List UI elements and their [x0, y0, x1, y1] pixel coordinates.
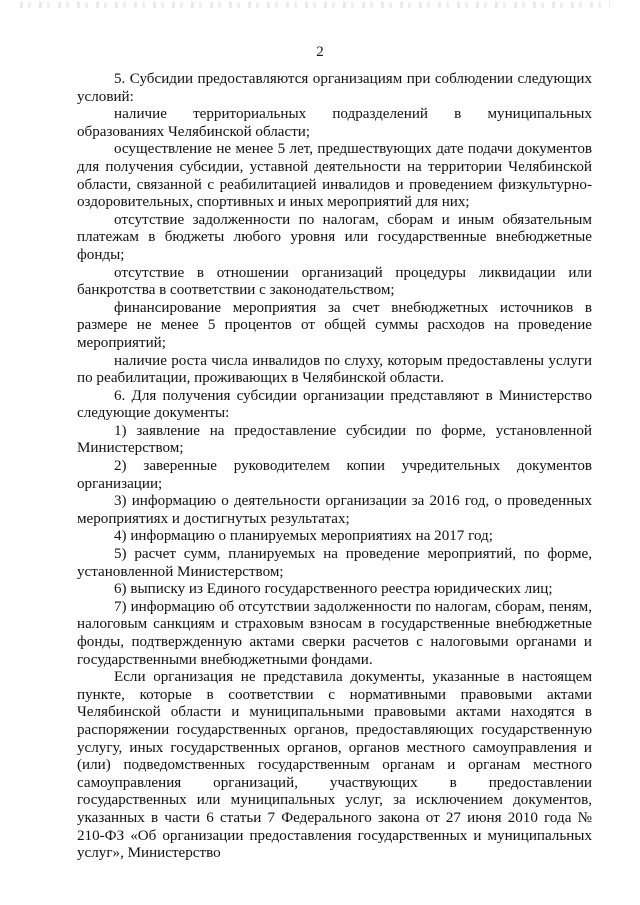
paragraph-clause-5: 5. Субсидии предоставляются организациям при соблюдении следующих условий:: [77, 71, 592, 105]
paragraph-document-4: 4) информацию о планируемых мероприятиях на 2017 год;: [114, 528, 493, 545]
paragraph-condition-growth: наличие роста числа инвалидов по слуху, которым предоставлены услуги по реабилитации, проживающих в Челябинской области.: [77, 352, 592, 387]
document-body: [77, 71, 592, 863]
paragraph-condition-activity: осуществление не менее 5 лет, предшествующих дате подачи документов для получения субсидии, уставной деятельности на территории Челябинской области, связанной с реабилитацией инвалидов и проведением физкультурно-оздоровительных, спортивных и иных мероприятий для них;: [77, 141, 592, 211]
paragraph-document-2: 2) заверенные руководителем копии учредительных документов организации;: [77, 458, 592, 492]
paragraph-document-5: 5) расчет сумм, планируемых на проведение мероприятий, по форме, установленной Министерством;: [77, 546, 592, 580]
paragraph-document-1: 1) заявление на предоставление субсидии по форме, установленной Министерством;: [77, 422, 592, 457]
paragraph-condition-financing: финансирование мероприятия за счет внебюджетных источников в размере не менее 5 процентов от общей суммы расходов на проведение мероприятий;: [77, 299, 592, 351]
paragraph-clause-6: 6. Для получения субсидии организации представляют в Министерство следующие документы:: [77, 387, 592, 422]
page-number: 2: [316, 44, 324, 60]
paragraph-document-3: 3) информацию о деятельности организации за 2016 год, о проведенных мероприятиях и достигнутых результатах;: [77, 493, 592, 527]
paragraph-document-7: 7) информацию об отсутствии задолженности по налогам, сборам, пеням, налоговым санкциям и страховым взносам в государственные внебюджетные фонды, подтвержденную актами сверки расчетов с налоговыми органами и государственными внебюджетными фондами.: [77, 598, 592, 668]
paragraph-condition-no-liquidation: отсутствие в отношении организаций процедуры ликвидации или банкротства в соответствии с законодательством;: [77, 264, 592, 299]
scan-header-artifact: [20, 2, 610, 8]
paragraph-document-6: 6) выписку из Единого государственного реестра юридических лиц;: [114, 581, 553, 598]
paragraph-missing-documents: Если организация не представила документы, указанные в настоящем пункте, которые в соответствии с нормативными правовыми актами Челябинской области и муниципальными правовыми актами находятся в распоряжении государственных органов, предоставляющих государственную услугу, иных государственных органов, органов местного самоуправления и (или) подведомственных государственным органам и органам местного самоуправления организаций, участвующих в предоставлении государственных или муниципальных услуг, за исключением документов, указанных в части 6 статьи 7 Федерального закона от 27 июня 2010 года № 210-ФЗ «Об организации предоставления государственных и муниципальных услуг», Министерство: [77, 669, 592, 862]
paragraph-condition-no-debt: отсутствие задолженности по налогам, сборам и иным обязательным платежам в бюджеты любого уровня или государственные внебюджетные фонды;: [77, 211, 592, 263]
paragraph-condition-territorial: наличие территориальных подразделений в муниципальных образованиях Челябинской области;: [77, 106, 592, 140]
